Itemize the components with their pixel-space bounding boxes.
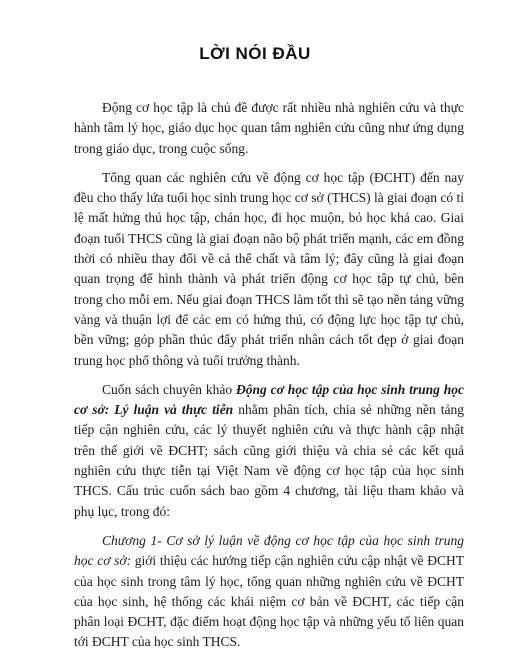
page-title: LỜI NÓI ĐẦU bbox=[199, 44, 311, 63]
preface-body bbox=[74, 98, 464, 653]
book-title: Động cơ học tập của học sinh trung học cơ sở: Lý luận và thực tiễn bbox=[74, 381, 464, 418]
paragraph-4 bbox=[74, 531, 464, 653]
paragraph-3-lead: Cuốn sách chuyên khảo bbox=[102, 381, 236, 397]
paragraph-4-rest: giới thiệu các hướng tiếp cận nghiên cứu cập nhật về ĐCHT của học sinh trong tâm lý học, tổng quan những nghiên cứu về ĐCHT của học sinh, hệ thống các khái niệm cơ bản về ĐCHT, các tiếp cận phân loại ĐCHT, đặc điểm hoạt động học tập và những yếu tố liên quan tới ĐCHT của học sinh THCS. bbox=[74, 553, 464, 650]
paragraph-3 bbox=[74, 380, 464, 522]
paragraph-1: Động cơ học tập là chủ đề được rất nhiều nhà nghiên cứu và thực hành tâm lý học, giáo dục học quan tâm nghiên cứu cũng như ứng dụng trong giáo dục, trong cuộc sống. bbox=[74, 100, 464, 156]
paragraph-3-rest: nhằm phân tích, chia sẻ những nền tảng tiếp cận nghiên cứu, các lý thuyết nghiên cứu và thực hành cập nhật trên thế giới về ĐCHT; sách cũng giới thiệu và chia sẻ các kết quả nghiên cứu thực tiễn tại Việt Nam về động cơ học tập của học sinh THCS. Cấu trúc cuốn sách bao gồm 4 chương, tài liệu tham khảo và phụ lục, trong đó: bbox=[74, 402, 464, 519]
paragraph-2: Tổng quan các nghiên cứu về động cơ học tập (ĐCHT) đến nay đều cho thấy lứa tuổi học sinh trung học cơ sở (THCS) là giai đoạn có tỉ lệ mất hứng thú học tập, chán học, đi học muộn, bỏ học khá cao. Giai đoạn tuổi THCS cũng là giai đoạn não bộ phát triển mạnh, các em đồng thời có nhiều thay đổi về cả thể chất và tâm lý; đây cũng là giai đoạn quan trọng để hình thành và phát triển động cơ học tập tự chủ, bên trong cho mỗi em. Nếu giai đoạn THCS làm tốt thì sẽ tạo nền tảng vững vàng và thuận lợi để các em có hứng thú, có động lực học tập tự chủ, bền vững; góp phần thúc đẩy phát triển nhân cách tốt đẹp ở giai đoạn trung học phổ thông và tuổi trưởng thành. bbox=[74, 169, 464, 368]
chapter-1-title: Chương 1- Cơ sở lý luận về động cơ học tập của học sinh trung học cơ sở: bbox=[74, 532, 464, 569]
